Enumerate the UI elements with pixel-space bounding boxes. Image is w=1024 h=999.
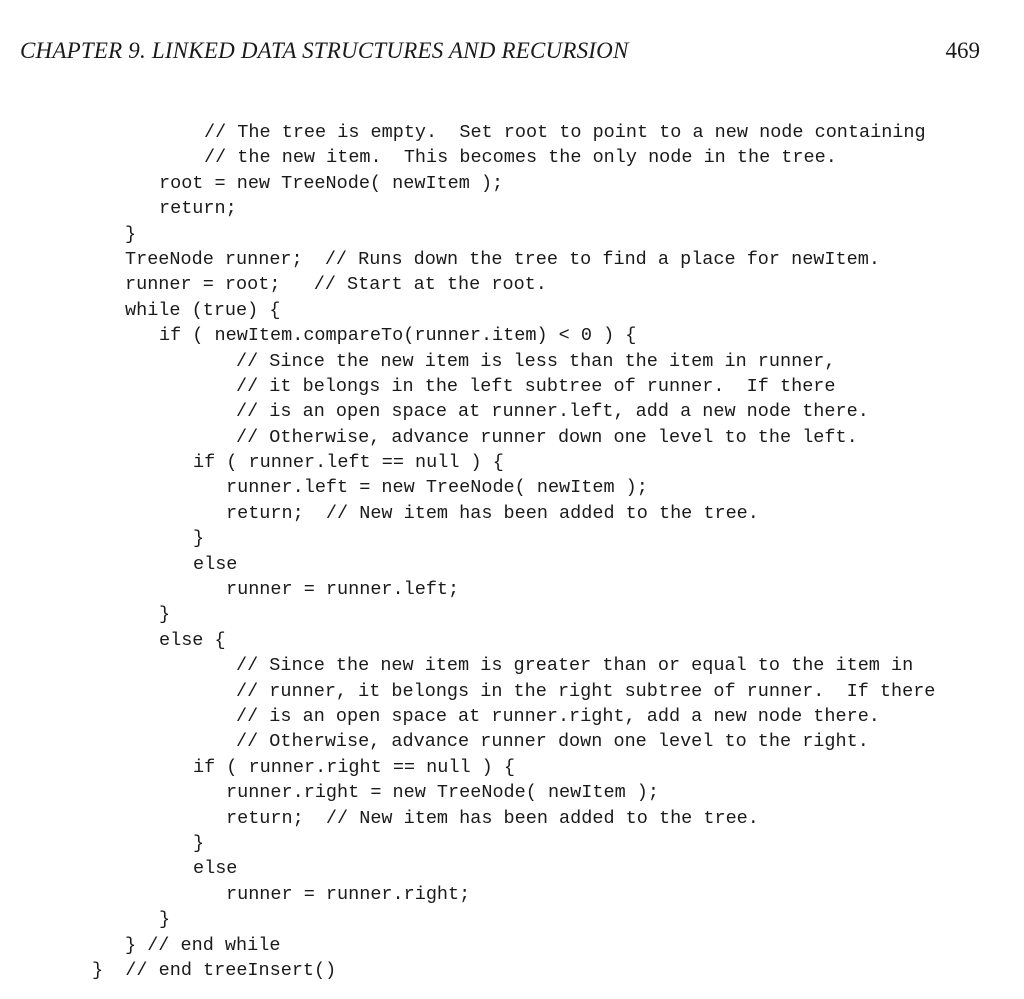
code-line: // Since the new item is less than the item in runner, [236, 350, 836, 372]
code-line: } [193, 832, 205, 854]
code-line: // is an open space at runner.right, add a new node there. [236, 705, 880, 727]
code-listing [0, 120, 1024, 983]
code-line: while (true) { [125, 299, 281, 321]
code-line: if ( runner.right == null ) { [193, 756, 515, 778]
code-line: // The tree is empty. Set root to point to a new node containing [204, 122, 926, 143]
code-line: } // end while [125, 934, 281, 956]
code-line: } [125, 223, 137, 245]
code-line: // Otherwise, advance runner down one level to the right. [236, 731, 869, 753]
code-line: if ( newItem.compareTo(runner.item) < 0 ) { [159, 325, 637, 347]
code-line: // the new item. This becomes the only node in the tree. [204, 147, 837, 169]
code-line: if ( runner.left == null ) { [193, 452, 504, 474]
code-line: root = new TreeNode( newItem ); [159, 172, 504, 194]
code-line: } [159, 909, 171, 931]
code-line: runner.right = new TreeNode( newItem ); [226, 782, 659, 804]
code-line: else [193, 553, 238, 575]
code-line: return; // New item has been added to the tree. [226, 502, 759, 524]
code-line: return; // New item has been added to the tree. [226, 807, 759, 829]
code-line: runner = root; // Start at the root. [125, 274, 547, 296]
code-line: } // end treeInsert() [92, 959, 337, 981]
code-line: else [193, 858, 238, 880]
code-line: // it belongs in the left subtree of runner. If there [236, 375, 836, 397]
code-line: // is an open space at runner.left, add a new node there. [236, 401, 869, 423]
code-line: // Otherwise, advance runner down one level to the left. [236, 426, 858, 448]
code-line: runner = runner.right; [226, 883, 471, 905]
code-line: } [193, 528, 205, 550]
code-line: // runner, it belongs in the right subtree of runner. If there [236, 680, 936, 702]
code-line: // Since the new item is greater than or equal to the item in [236, 655, 914, 677]
chapter-title: CHAPTER 9. LINKED DATA STRUCTURES AND RECURSION [20, 38, 629, 63]
page-number: 469 [945, 38, 980, 63]
code-line: TreeNode runner; // Runs down the tree to find a place for newItem. [125, 248, 880, 270]
code-line: runner = runner.left; [226, 579, 460, 601]
code-line: return; [159, 198, 237, 220]
code-line: else { [159, 629, 226, 651]
code-line: runner.left = new TreeNode( newItem ); [226, 477, 648, 499]
code-line: } [159, 604, 171, 626]
page-header [20, 38, 980, 70]
